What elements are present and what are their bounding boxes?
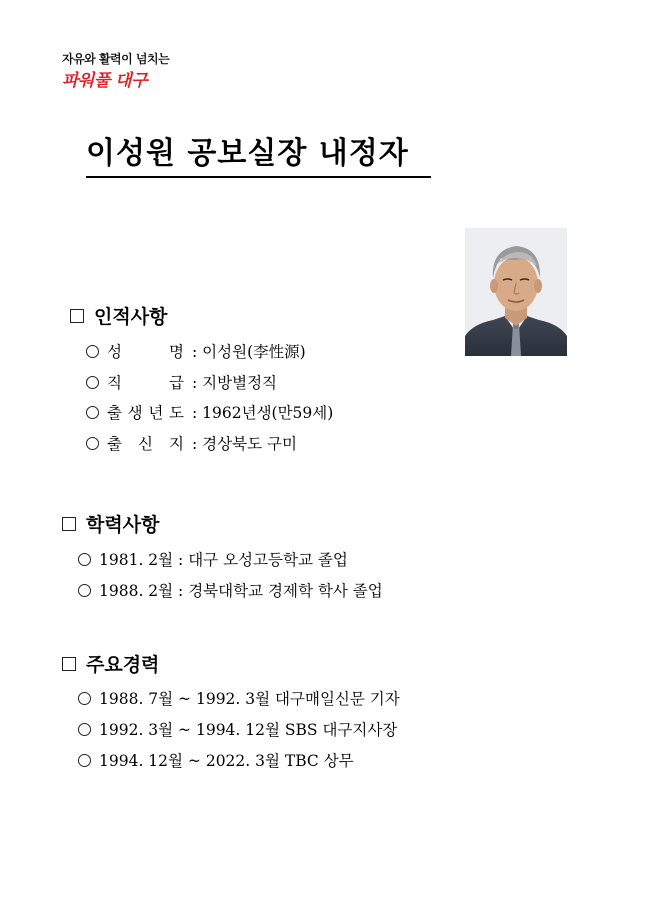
- section-checkbox: [70, 309, 84, 323]
- career-row: [78, 749, 354, 771]
- label-char: 직: [107, 374, 122, 392]
- section-career: [62, 650, 159, 677]
- logo-brand: 파워풀 대구: [62, 71, 148, 91]
- label-char: 급: [169, 374, 184, 392]
- personal-row-birth: [86, 401, 333, 423]
- label-char: 생: [127, 404, 143, 422]
- education-item: 1988. 2월 : 경북대학교 경제학 학사 졸업: [99, 582, 383, 600]
- label-char: 성: [107, 343, 122, 361]
- logo-tagline: 자유와 활력이 넘치는: [62, 52, 170, 66]
- personal-label-name: [107, 340, 184, 362]
- personal-value-birth: : 1962년생(만59세): [192, 404, 334, 422]
- education-row: [78, 579, 383, 601]
- personal-row-rank: [86, 371, 277, 393]
- personal-value-rank: : 지방별정직: [192, 374, 278, 392]
- section-heading-career: 주요경력: [86, 654, 160, 676]
- personal-label-birth: [107, 401, 184, 423]
- logo: [62, 50, 169, 91]
- bullet-circle: [78, 692, 91, 705]
- label-char: 도: [169, 404, 184, 422]
- label-char: 명: [169, 343, 184, 361]
- label-char: 지: [169, 435, 184, 453]
- section-education: [62, 510, 159, 537]
- label-char: 신: [138, 435, 153, 453]
- personal-value-name: : 이성원(李性源): [192, 343, 306, 361]
- bullet-circle: [78, 754, 91, 767]
- career-item: 1988. 7월 ~ 1992. 3월 대구매일신문 기자: [99, 690, 400, 708]
- personal-value-hometown: : 경상북도 구미: [192, 435, 297, 453]
- personal-row-hometown: [86, 432, 297, 454]
- personal-row-name: [86, 340, 306, 362]
- personal-label-hometown: [107, 432, 184, 454]
- page-title: 이성원 공보실장 내정자: [86, 128, 431, 178]
- bullet-circle: [78, 553, 91, 566]
- education-row: [78, 548, 348, 570]
- career-row: [78, 687, 400, 709]
- career-item: 1994. 12월 ~ 2022. 3월 TBC 상무: [99, 752, 354, 770]
- label-char: 출: [107, 435, 122, 453]
- section-personal: [70, 302, 167, 329]
- section-heading-personal: 인적사항: [94, 306, 168, 328]
- personal-label-rank: [107, 371, 184, 393]
- bullet-circle: [78, 584, 91, 597]
- education-item: 1981. 2월 : 대구 오성고등학교 졸업: [99, 551, 348, 569]
- bullet-circle: [86, 376, 99, 389]
- bullet-circle: [86, 406, 99, 419]
- section-checkbox: [62, 517, 76, 531]
- career-row: [78, 718, 397, 740]
- career-item: 1992. 3월 ~ 1994. 12월 SBS 대구지사장: [99, 721, 398, 739]
- bullet-circle: [78, 723, 91, 736]
- label-char: 년: [148, 404, 164, 422]
- label-char: 출: [107, 404, 122, 422]
- section-checkbox: [62, 657, 76, 671]
- bullet-circle: [86, 437, 99, 450]
- portrait-illustration: [465, 228, 567, 356]
- portrait-photo: [465, 228, 567, 356]
- section-heading-education: 학력사항: [86, 514, 160, 536]
- bullet-circle: [86, 345, 99, 358]
